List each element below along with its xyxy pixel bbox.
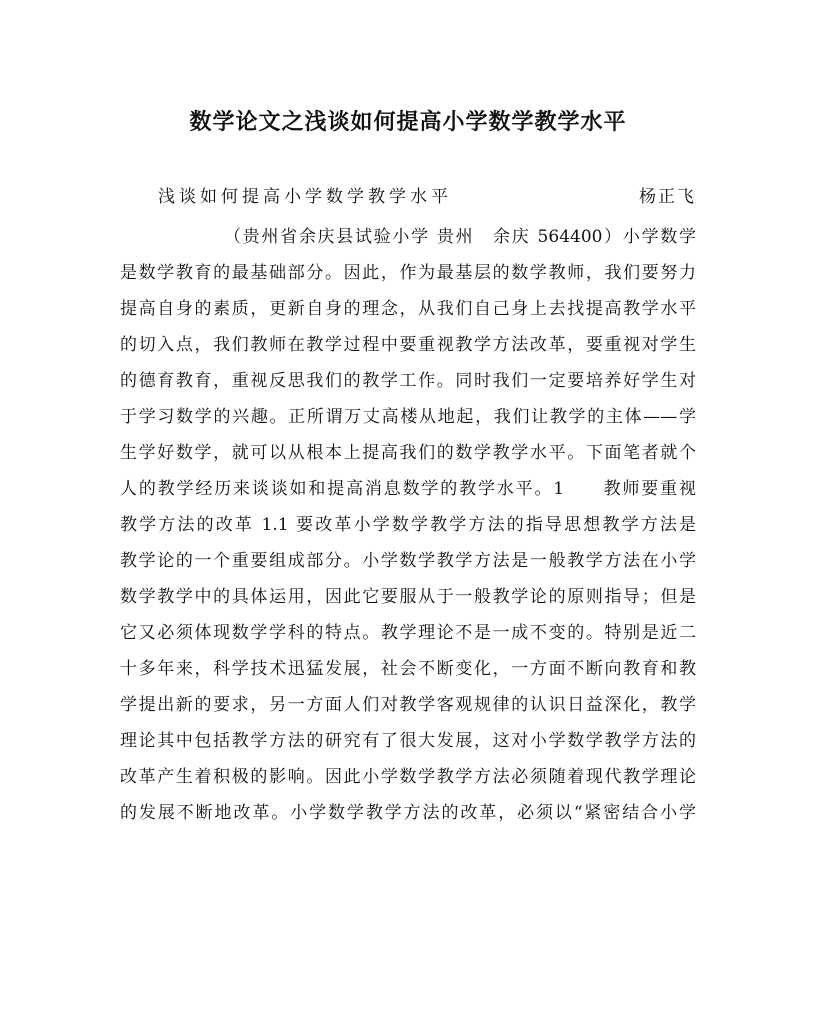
paragraph-line: 的发展不断地改革。小学数学教学方法的改革，必须以“紧密结合小学 [120,803,696,823]
paragraph-line: 教学论的一个重要组成部分。小学数学教学方法是一般教学方法在小学 [120,551,696,571]
paragraph-line: 人的教学经历来谈谈如和提高消息数学的教学水平。1 教师要重视 [120,479,696,499]
paragraph-line: 改革产生着积极的影响。因此小学数学教学方法必须随着现代教学理论 [120,767,696,787]
paragraph-line: 的德育教育，重视反思我们的教学工作。同时我们一定要培养好学生对 [120,371,696,391]
paragraph-line: 教学方法的改革 1.1 要改革小学数学教学方法的指导思想教学方法是 [120,515,696,535]
paragraph-line: 的切入点，我们教师在教学过程中要重视教学方法改革，要重视对学生 [120,335,696,355]
paragraph-line: 于学习数学的兴趣。正所谓万丈高楼从地起，我们让教学的主体——学 [120,407,696,427]
author-name: 杨正飞 [639,187,696,207]
paragraph-line: 理论其中包括教学方法的研究有了很大发展，这对小学数学教学方法的 [120,731,696,751]
article-title: 浅谈如何提高小学数学教学水平 [158,187,452,207]
paragraph-line: 数学教学中的具体运用，因此它要服从于一般教学论的原则指导；但是 [120,587,696,607]
document-title: 数学论文之浅谈如何提高小学数学教学水平 [189,109,627,135]
paragraph-line: 提高自身的素质，更新自身的理念，从我们自己身上去找提高教学水平 [120,299,696,319]
body-text [120,224,696,836]
paragraph-line: 它又必须体现数学学科的特点。教学理论不是一成不变的。特别是近二 [120,623,696,643]
paragraph-line: 十多年来，科学技术迅猛发展，社会不断变化，一方面不断向教育和教 [120,659,696,679]
paragraph-line: 学提出新的要求，另一方面人们对教学客观规律的认识日益深化，教学 [120,695,696,715]
paragraph-line: 生学好数学，就可以从根本上提高我们的数学教学水平。下面笔者就个 [120,443,696,463]
paragraph-line: （贵州省余庆县试验小学 贵州 余庆 564400）小学数学 [224,227,696,247]
paragraph-line: 是数学教育的最基础部分。因此，作为最基层的数学教师，我们要努力 [120,263,696,283]
byline [120,184,696,210]
